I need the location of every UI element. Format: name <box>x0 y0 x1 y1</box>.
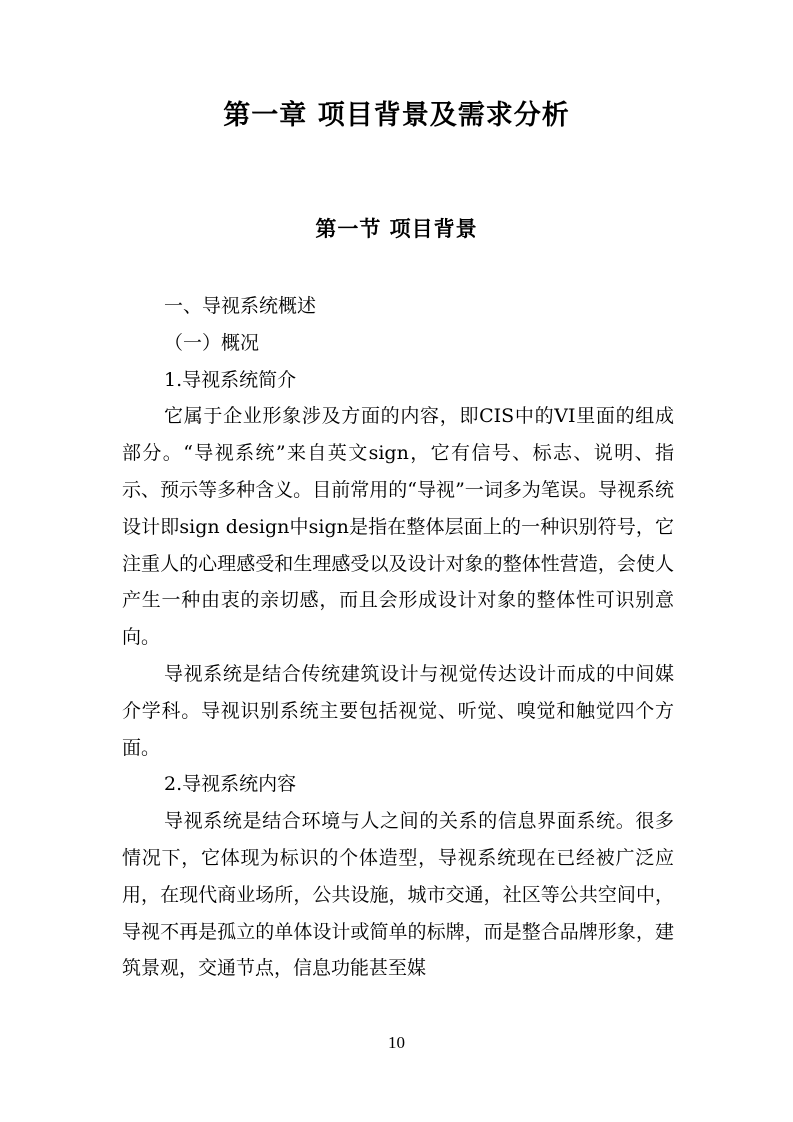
paragraph-discipline: 导视系统是结合传统建筑设计与视觉传达设计而成的中间媒介学科。导视识别系统主要包括视觉、听觉、嗅觉和触觉四个方面。 <box>122 662 674 759</box>
heading-level-1: 一、导视系统概述 <box>164 295 317 317</box>
chapter-title: 第一章 项目背景及需求分析 <box>223 100 570 131</box>
heading-level-3-content: 2.导视系统内容 <box>164 773 297 796</box>
paragraph-content: 导视系统是结合环境与人之间的关系的信息界面系统。很多情况下，它体现为标识的个体造型，导视系统现在已经被广泛应用，在现代商业场所，公共设施，城市交通，社区等公共空间中，导视不再是孤立的单体设计或简单的标牌，而是整合品牌形象，建筑景观，交通节点，信息功能甚至媒 <box>122 810 674 980</box>
page-number: 10 <box>388 1033 405 1052</box>
heading-level-3-intro: 1.导视系统简介 <box>164 368 297 391</box>
body-text <box>122 288 674 987</box>
heading-level-2: （一）概况 <box>164 331 260 354</box>
section-title: 第一节 项目背景 <box>315 217 478 241</box>
paragraph-intro: 它属于企业形象涉及方面的内容，即CIS中的VI里面的组成部分。“导视系统”来自英文sign，它有信号、标志、说明、指示、预示等多种含义。目前常用的“导视”一词多为笔误。导视系统设计即sign design中sign是指在整体层面上的一种识别符号，它注重人的心理感受和生理感受以及设计对象的整体性营造，会使人产生一种由衷的亲切感，而且会形成设计对象的整体性可识别意向。 <box>122 405 674 649</box>
